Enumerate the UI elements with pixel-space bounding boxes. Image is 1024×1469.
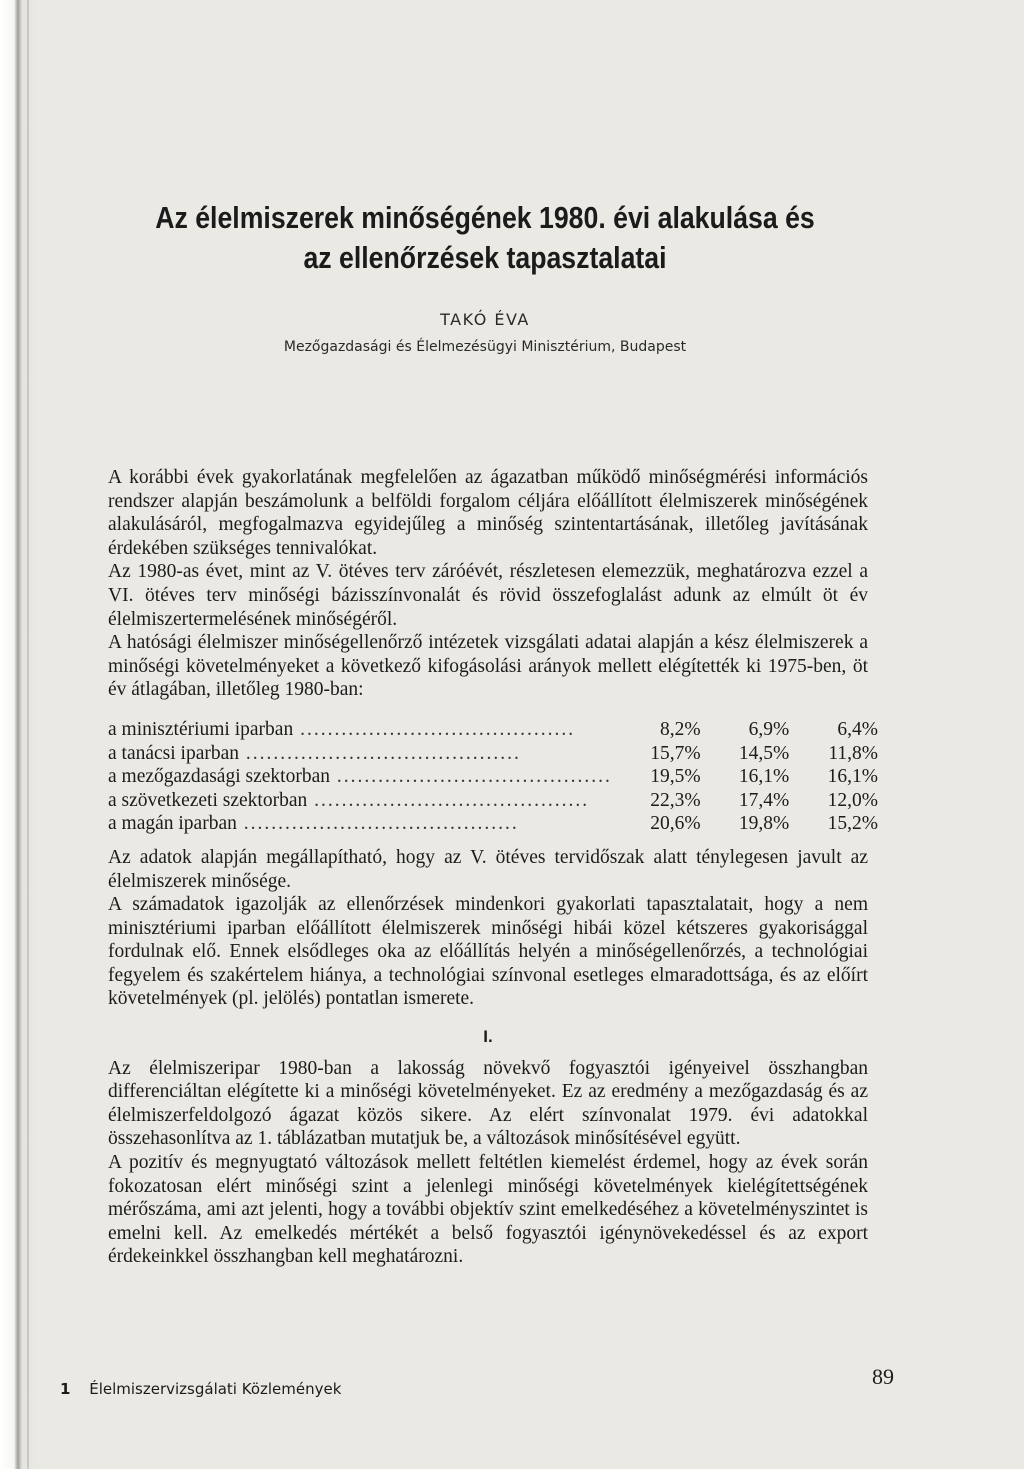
row-label-cell bbox=[108, 789, 612, 813]
row-label-cell bbox=[108, 718, 612, 742]
paragraph-intro-1: A korábbi évek gyakorlatának megfelelően az ágazatban működő minőségmérési információs rendszer alapján beszámolunk a belföldi forgalom céljára előállított élelmiszerek minőségének alakulásáról, megfogalmazva egyidejűleg a minőség szintentartásának, illetőleg javításának érdekében szükséges tennivalókat. bbox=[108, 467, 868, 559]
value-cell-v1980: 11,8% bbox=[828, 742, 878, 764]
page-binding-edge bbox=[0, 0, 36, 1469]
value-cell-v1975: 20,6% bbox=[650, 813, 701, 835]
paragraph-4: Az adatok alapján megállapítható, hogy az V. ötéves tervidőszak alatt ténylegesen javult az élelmiszerek minősége. bbox=[108, 846, 868, 892]
page-number: 89 bbox=[872, 1364, 894, 1389]
value-cell-vavg: 19,8% bbox=[738, 813, 790, 835]
article-title bbox=[154, 198, 816, 278]
leader-dots: ........................................ bbox=[239, 742, 521, 764]
rejection-rate-table bbox=[108, 718, 878, 836]
author-name: TAKÓ ÉVA bbox=[440, 310, 530, 329]
row-label-cell bbox=[108, 812, 612, 836]
row-label: a szövetkezeti szektorban bbox=[108, 789, 308, 811]
row-label-cell bbox=[108, 765, 612, 789]
paragraph-intro-3: A hatósági élelmiszer minőségellenőrző intézetek vizsgálati adatai alapján a kész élelmiszerek a minőségi követelményeket a következő kifogásolási arányok mellett elégítették ki 1975-ben, öt év átlagában, illetőleg 1980-ban: bbox=[108, 632, 868, 701]
leader-dots: ........................................ bbox=[236, 813, 519, 835]
row-label: a mezőgazdasági szektorban bbox=[108, 766, 330, 788]
leader-dots: ........................................ bbox=[329, 766, 612, 788]
row-label: a tanácsi iparban bbox=[108, 742, 240, 764]
value-cell-v1980: 6,4% bbox=[837, 718, 878, 740]
title-line-1: Az élelmiszerek minőségének 1980. évi alakulása és bbox=[155, 200, 815, 235]
value-cell-v1980: 16,1% bbox=[827, 766, 878, 788]
value-cell-v1975: 19,5% bbox=[650, 766, 701, 788]
value-cell-vavg: 14,5% bbox=[738, 742, 790, 764]
value-cell-v1980: 15,2% bbox=[827, 813, 878, 835]
table-row bbox=[108, 742, 878, 766]
paragraph-7: A pozitív és megnyugtató változások mellett feltétlen kiemelést érdemel, hogy az évek során fokozatosan elért minőségi szint a jelenlegi minőségi követelmények kielégítettségének mérőszáma, ami azt jelenti, hogy a további objektív szint emelkedéséhez a követelményszintet is emelni kell. Az emelkedés mértékét a belső fogyasztói igénynövekedéssel és az export érdekeinkkel összhangban kell meghatározni. bbox=[108, 1152, 868, 1268]
section-heading: I. bbox=[483, 1027, 493, 1047]
author-affiliation: Mezőgazdasági és Élelmezésügyi Minisztérium, Budapest bbox=[283, 339, 687, 355]
table-row bbox=[108, 718, 878, 742]
paragraph-intro-2: Az 1980-as évet, mint az V. ötéves terv záróévét, részletesen elemezzük, meghatározva ezzel a VI. ötéves terv minőségi bázisszínvonalát és rövid összefoglalást adunk az elmúlt öt év élelmiszertermelésének minőségéről. bbox=[108, 561, 868, 630]
value-cell-v1980: 12,0% bbox=[827, 789, 878, 811]
row-label: a magán iparban bbox=[108, 813, 237, 835]
table-row bbox=[108, 789, 878, 813]
paragraph-6: Az élelmiszeripar 1980-ban a lakosság növekvő fogyasztói igényeivel összhangban differenciáltan elégítette ki a minőségi követelményeket. Ez az eredmény a mezőgazdaság és az élelmiszerfeldolgozó ágazat közös sikere. Az elért színvonalat 1979. évi adatokkal összehasonlítva az 1. táblázatban mutatjuk be, a változások minősítésével együtt. bbox=[108, 1057, 868, 1150]
value-cell-vavg: 6,9% bbox=[748, 718, 790, 740]
table-row bbox=[108, 812, 878, 836]
article-body bbox=[108, 466, 878, 1269]
footer-signature bbox=[60, 1380, 341, 1398]
leader-dots: ........................................ bbox=[293, 718, 576, 740]
title-line-2: az ellenőrzések tapasztalatai bbox=[303, 240, 667, 275]
journal-name: Élelmiszervizsgálati Közlemények bbox=[89, 1380, 342, 1398]
table-row bbox=[108, 765, 878, 789]
value-cell-v1975: 22,3% bbox=[650, 789, 701, 811]
row-label-cell bbox=[108, 742, 612, 766]
row-label: a minisztériumi iparban bbox=[108, 718, 294, 740]
value-cell-v1975: 8,2% bbox=[659, 718, 701, 740]
leader-dots: ........................................ bbox=[307, 789, 590, 811]
value-cell-vavg: 17,4% bbox=[738, 789, 790, 811]
value-cell-vavg: 16,1% bbox=[738, 766, 790, 788]
paragraph-5: A számadatok igazolják az ellenőrzések mindenkori gyakorlati tapasztalatait, hogy a nem minisztériumi iparban előállított élelmiszerek minőségi hibái közel kétszeres gyakorisággal fordulnak elő. Ennek elsődleges oka az előállítás helyén a minőségellenőrzés, a technológiai fegyelem és szakértelem hiánya, a technológiai színvonal esetleges elmaradottsága, és az előírt követelmények (pl. jelölés) pontatlan ismerete. bbox=[108, 894, 868, 1010]
value-cell-v1975: 15,7% bbox=[650, 742, 701, 764]
signature-number: 1 bbox=[60, 1380, 71, 1398]
